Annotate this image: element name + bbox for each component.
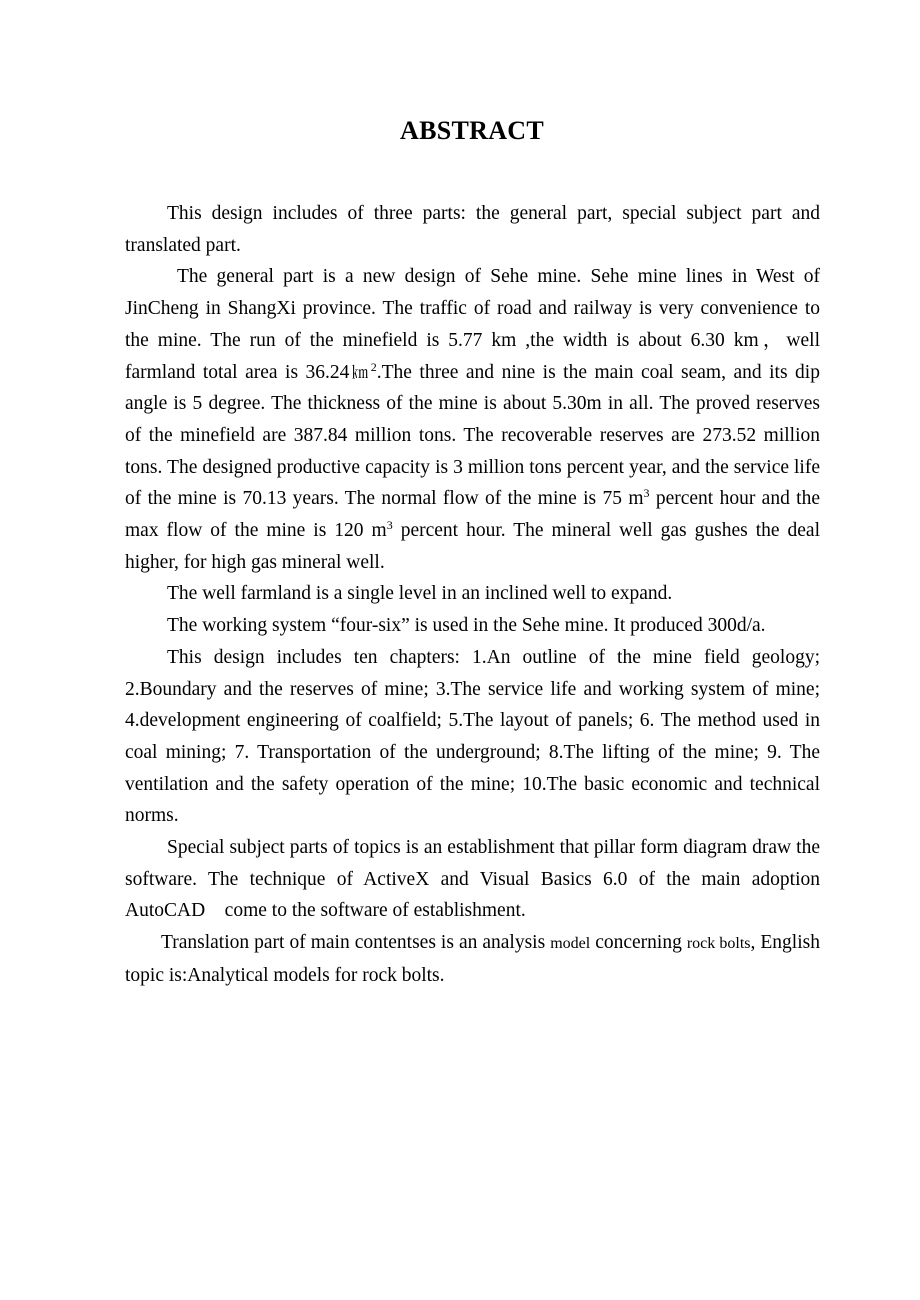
area-unit: ㎞ — [349, 362, 371, 382]
flow-superscript-normal: 3 — [643, 486, 650, 501]
paragraph-chapters: This design includes ten chapters: 1.An outline of the mine field geology; 2.Boundary and the reserves of mine; 3.The service life and working system of mine; 4.development engineering of coalfield; 5.The layout of panels; 6. The method used in coal mining; 7. Transportation of the underground; 8.The lifting of the mine; 9. The ventilation and the safety operation of the mine; 10.The basic economic and technical norms. — [125, 646, 820, 827]
translation-text-model: model — [550, 935, 591, 953]
paragraph-special-subject: Special subject parts of topics is an establishment that pillar form diagram draw the software. The technique of ActiveX and Visual Basics 6.0 of the main adoption AutoCAD come to the software of establishment. — [125, 837, 820, 922]
abstract-body — [125, 198, 820, 992]
translation-text-c: concerning — [590, 932, 687, 954]
general-part-text-a: The general part is a new design of Sehe mine. Sehe mine lines in West of JinCheng in ShangXi province. The traffic of road and railway is very convenience to the mine. The run of the minefield is 5.77 km ,the width is about 6.30 km，well farmland total area is 36.24 — [125, 266, 820, 383]
flow-superscript-max: 3 — [386, 518, 393, 533]
general-part-text-d: percent hour. The mineral well gas gushes the deal higher, for high gas mineral well. — [125, 520, 820, 573]
general-part-text-c: percent hour and the max flow of the mine is 120 m — [125, 488, 820, 542]
translation-text-a: Translation part of main contentses is an analysis — [161, 932, 551, 954]
general-part-text-b: .The three and nine is the main coal seam, and its dip angle is 5 degree. The thickness of the mine is about 5.30m in all. The proved reserves of the minefield are 387.84 million tons. The recoverable reserves are 273.52 million tons. The designed productive capacity is 3 million tons percent year, and the service life of the mine is 70.13 years. The normal flow of the mine is 75 m — [125, 361, 820, 510]
paragraph-working-system: The working system “four-six” is used in the Sehe mine. It produced 300d/a. — [167, 615, 766, 637]
paragraph-overview: This design includes of three parts: the general part, special subject part and translated part. — [125, 203, 820, 256]
translation-text-e: , English topic is:Analytical models for rock bolts. — [125, 932, 820, 986]
page-title: ABSTRACT — [400, 116, 544, 145]
paragraph-translation — [125, 927, 820, 991]
paragraph-farmland: The well farmland is a single level in an inclined well to expand. — [167, 583, 673, 605]
area-superscript: 2 — [370, 359, 377, 374]
translation-text-rock-bolts: rock bolts — [686, 935, 751, 953]
paragraph-general-part — [125, 261, 820, 578]
